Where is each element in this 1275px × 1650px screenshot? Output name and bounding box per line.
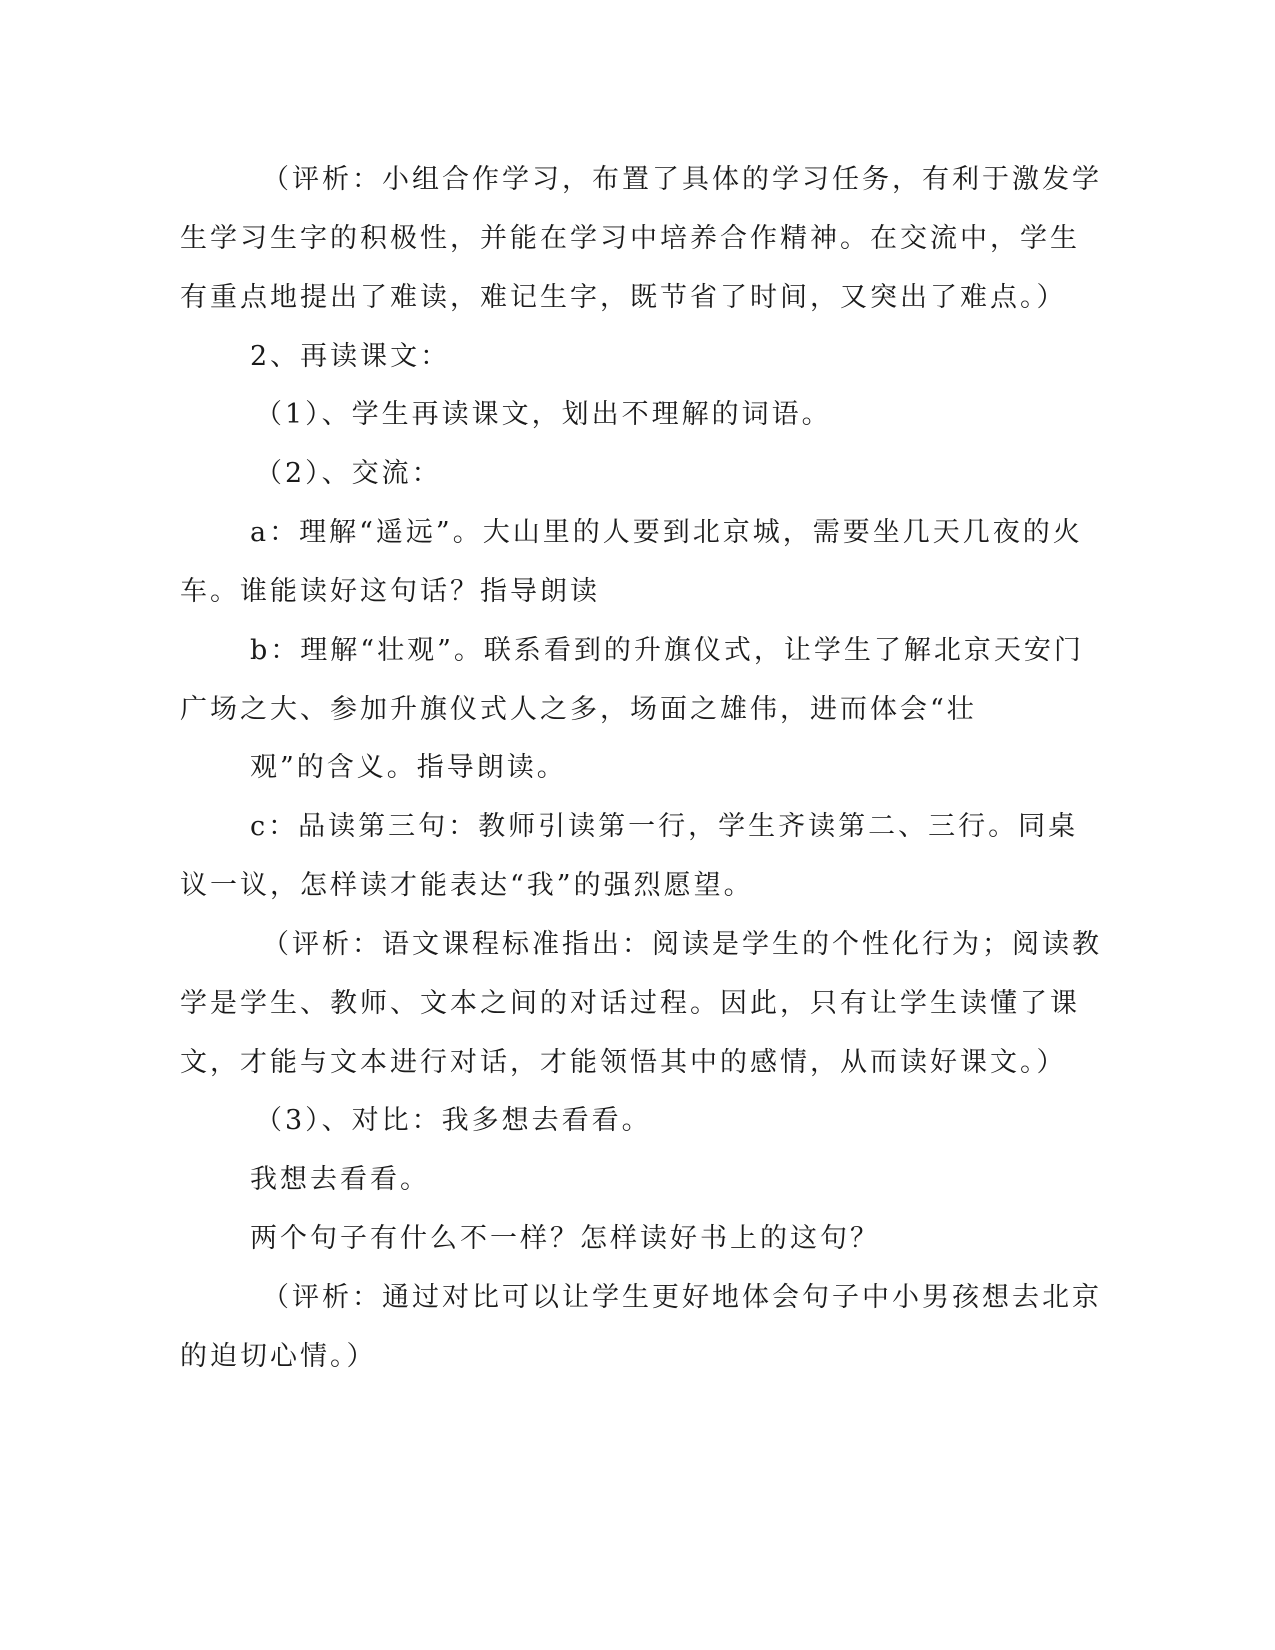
text-line: c：品读第三句：教师引读第一行，学生齐读第二、三行。同桌	[250, 811, 1079, 842]
text-line: 学是学生、教师、文本之间的对话过程。因此，只有让学生读懂了课	[180, 988, 1080, 1019]
text-line: 议一议，怎样读才能表达“我”的强烈愿望。	[180, 870, 754, 901]
text-line: 的迫切心情。）	[180, 1341, 377, 1372]
text-line: 车。谁能读好这句话？指导朗读	[180, 576, 600, 607]
text-line: 观”的含义。指导朗读。	[250, 752, 567, 783]
text-line: （评析：通过对比可以让学生更好地体会句子中小男孩想去北京	[262, 1282, 1102, 1313]
text-line: b：理解“壮观”。联系看到的升旗仪式，让学生了解北京天安门	[250, 635, 1084, 666]
text-line: 有重点地提出了难读，难记生字，既节省了时间，又突出了难点。）	[180, 282, 1067, 313]
text-line: 文，才能与文本进行对话，才能领悟其中的感情，从而读好课文。）	[180, 1047, 1067, 1078]
text-line: 两个句子有什么不一样？怎样读好书上的这句？	[250, 1223, 880, 1254]
text-line: a：理解“遥远”。大山里的人要到北京城，需要坐几天几夜的火	[250, 517, 1083, 548]
text-line: （1）、学生再读课文，划出不理解的词语。	[255, 399, 832, 430]
text-line: 2、再读课文：	[250, 341, 451, 372]
text-line: 我想去看看。	[250, 1164, 430, 1195]
text-line: 广场之大、参加升旗仪式人之多，场面之雄伟，进而体会“壮	[180, 694, 977, 725]
text-line: （2）、交流：	[255, 458, 442, 489]
text-line: （评析：小组合作学习，布置了具体的学习任务，有利于激发学	[262, 164, 1102, 195]
text-line: （3）、对比：我多想去看看。	[255, 1105, 652, 1136]
text-line: （评析：语文课程标准指出：阅读是学生的个性化行为；阅读教	[262, 929, 1102, 960]
text-line: 生学习生字的积极性，并能在学习中培养合作精神。在交流中，学生	[180, 223, 1080, 254]
